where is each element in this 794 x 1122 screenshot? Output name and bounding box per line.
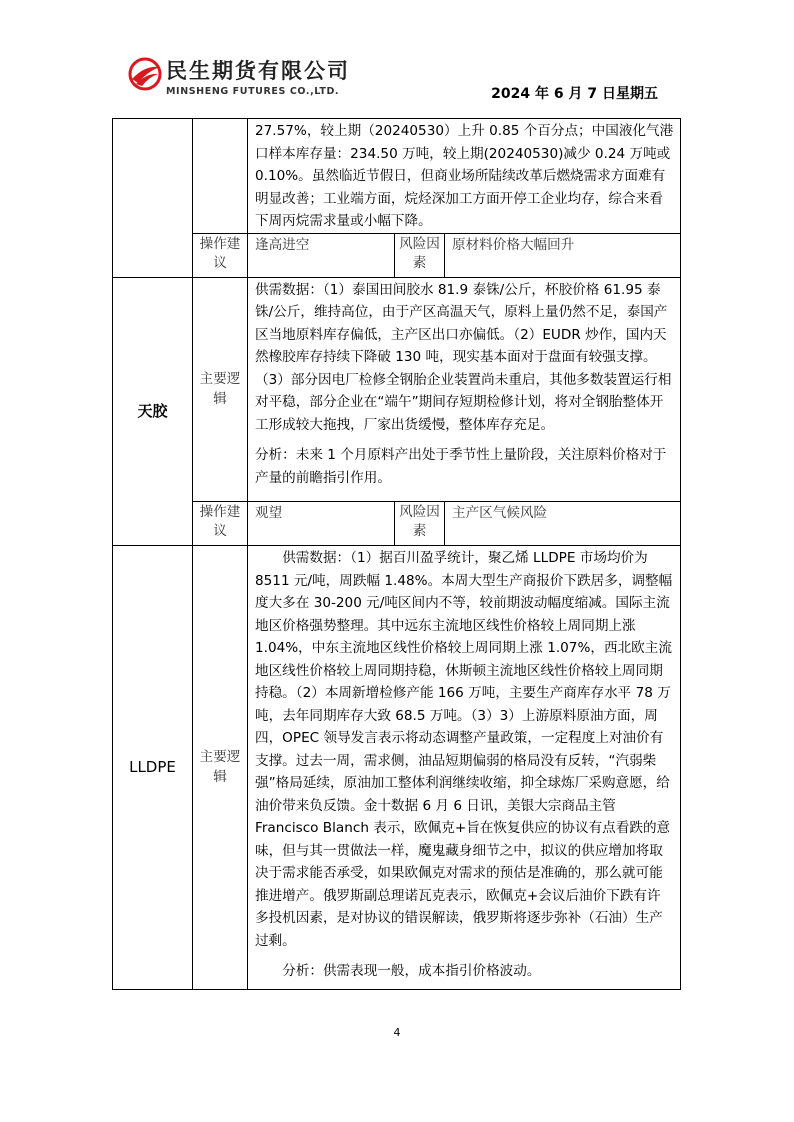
table-row	[113, 119, 681, 234]
table-row	[113, 233, 681, 277]
previous-section-text: 27.57%，较上期（20240530）上升 0.85 个百分点；中国液化气港口样本库存量：234.50 万吨，较上期(20240530)减少 0.24 万吨或 0.10%。虽然临近节假日，但商业场所陆续改革后燃烧需求方面难有明显改善；工业端方面，烷烃深加工方面开停工企业均存，综合来看下周丙烷需求量或小幅下降。	[248, 119, 681, 234]
company-name-cn: 民生期货有限公司	[166, 59, 350, 83]
category-lldpe: LLDPE	[113, 546, 193, 990]
logic-label: 主要逻辑	[193, 546, 248, 990]
op-value: 观望	[248, 502, 395, 546]
risk-label: 风险因素	[395, 233, 445, 277]
report-table	[112, 118, 681, 990]
company-name-en: MINSHENG FUTURES CO.,LTD.	[166, 86, 340, 97]
category-cell-previous	[113, 119, 193, 278]
rubber-logic-text: 供需数据：（1）泰国田间胶水 81.9 泰铢/公斤，杯胶价格 61.95 泰铢/公斤，维持高位，由于产区高温天气，原料上量仍然不足，泰国产区当地原料库存偏低，主产区出口亦偏低。（2）EUDR 炒作，国内天然橡胶库存持续下降破 130 吨，现实基本面对于盘面有较强支撑。（3）部分因电厂检修全钢胎企业装置尚未重启，其他多数装置运行相对平稳，部分企业在“端午”期间存短期检修计划，将对全钢胎整体开工形成较大拖拽，厂家出货缓慢，整体库存充足。 分析：未来 1 个月原料产出处于季节性上量阶段，关注原料价格对于产量的前瞻指引作用。	[248, 277, 681, 502]
report-date: 2024 年 6 月 7 日星期五	[491, 86, 658, 102]
op-label: 操作建议	[193, 233, 248, 277]
minsheng-logo-icon	[128, 57, 162, 91]
op-value: 逢高进空	[248, 233, 395, 277]
category-rubber: 天胶	[113, 277, 193, 546]
op-label: 操作建议	[193, 502, 248, 546]
page-number: 4	[393, 1026, 401, 1039]
risk-label: 风险因素	[395, 502, 445, 546]
lldpe-logic-text: 供需数据：（1）据百川盈孚统计，聚乙烯 LLDPE 市场均价为 8511 元/吨，周跌幅 1.48%。本周大型生产商报价下跌居多，调整幅度大多在 30-200 元/吨区间内不等，较前期波动幅度缩减。国际主流地区价格强势整理。其中远东主流地区线性价格较上周同期上涨 1.04%，中东主流地区线性价格较上周同期上涨 1.07%，西北欧主流地区线性价格较上周同期持稳，休斯顿主流地区线性价格较上周同期持稳。（2）本周新增检修产能 166 万吨，主要生产商库存水平 78 万吨，去年同期库存大致 68.5 万吨。（3）3）上游原料原油方面，周四，OPEC 领导发言表示将动态调整产量政策，一定程度上对油价有支撑。过去一周，需求侧，油品短期偏弱的格局没有反转，“汽弱柴强”格局延续，原油加工整体利润继续收缩，抑全球炼厂采购意愿，给油价带来负反馈。金十数据 6 月 6 日讯，美银大宗商品主管 Francisco Blanch 表示，欧佩克+旨在恢复供应的协议有点看跌的意味，但与其一贯做法一样，魔鬼藏身细节之中，拟议的供应增加将取决于需求能否承受，如果欧佩克对需求的预估是准确的，那么就可能推进增产。俄罗斯副总理诺瓦克表示，欧佩克+会议后油价下跌有许多投机因素，是对协议的错误解读，俄罗斯将逐步弥补（石油）生产过剩。 分析：供需表现一般，成本指引价格波动。	[248, 546, 681, 990]
table-row	[113, 277, 681, 502]
risk-value: 主产区气候风险	[445, 502, 681, 546]
company-logo	[128, 55, 368, 103]
risk-value: 原材料价格大幅回升	[445, 233, 681, 277]
table-row	[113, 502, 681, 546]
table-row	[113, 546, 681, 990]
logic-label: 主要逻辑	[193, 277, 248, 502]
